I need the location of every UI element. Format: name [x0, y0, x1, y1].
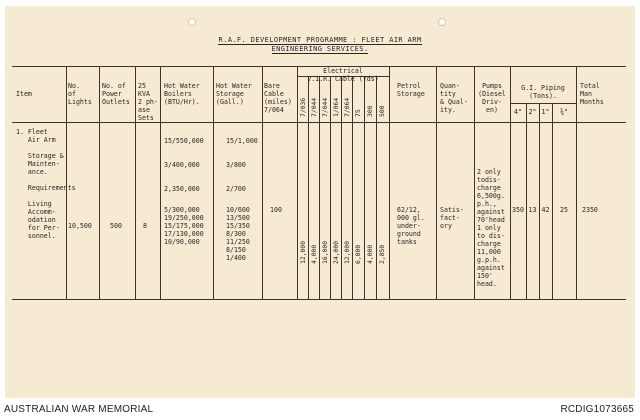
cell-pumps: 2 only todis- charge 6,500g. p.h., against 70'head 1 only to dis- charge 11,000 g.p.h. against 150' head. [477, 168, 505, 288]
footer-source: AUSTRALIAN WAR MEMORIAL [4, 404, 154, 415]
col-header-vir-cable: V.I.R. Cable (Yds) [307, 75, 379, 83]
gi-size-header: ¾" [560, 108, 568, 116]
document-subtitle: ENGINEERING SERVICES. [271, 45, 369, 53]
col-header-outlets: No. of Power Outlets [102, 82, 130, 106]
vir-cable-value: 4,000 [366, 244, 374, 264]
col-header-gi-piping: G.I. Piping (Tons). [521, 84, 565, 100]
vir-cable-value: 2,850 [378, 244, 386, 264]
vir-cable-value: 24,000 [332, 240, 340, 264]
col-header-petrol: Petrol Storage [397, 82, 425, 98]
vir-size-header: 300 [366, 105, 374, 117]
punch-hole [438, 18, 446, 26]
col-header-boilers: Hot Water Boilers (BTU/Hr). [164, 82, 200, 106]
col-header-item: Item [16, 90, 32, 98]
row-item: 1. Fleet Air Arm Storage & Mainten- ance. Requirements Living Accomm- odation for Per- sonnel. [16, 128, 76, 240]
gi-piping-value: 350 [512, 206, 524, 214]
col-header-pumps: Pumps (Diesel Driv- en) [478, 82, 506, 114]
gi-size-header: 1" [541, 108, 550, 116]
cell-petrol: 62/12, 000 gl. under- ground tanks [397, 206, 425, 246]
vir-size-header: 7/064 [343, 97, 351, 117]
vir-size-header: 75 [354, 109, 362, 117]
vir-cable-value: 12,000 [343, 240, 351, 264]
cell-lights: 10,500 [68, 222, 92, 230]
vir-size-header: 7/036 [299, 97, 307, 117]
gi-size-header: 2" [528, 108, 537, 116]
gi-size-header: 4" [514, 108, 522, 116]
vir-cable-value: 12,000 [299, 240, 307, 264]
col-header-electrical: Electrical [323, 67, 363, 75]
footer-id: RCDIG1073665 [560, 404, 634, 415]
col-header-quantity: Quan- tity & Qual- ity. [440, 82, 468, 114]
gi-piping-value: 25 [560, 206, 568, 214]
vir-size-header: 7/044 [321, 97, 329, 117]
cell-bare-cable: 100 [270, 206, 282, 214]
cell-boilers-upper: 15/550,000 3/400,000 2,350,000 [164, 137, 204, 193]
vir-size-header: 7/044 [310, 97, 318, 117]
cell-storage-upper: 15/1,000 3/800 2/700 [226, 137, 258, 193]
document-title: R.A.F. DEVELOPMENT PROGRAMME : FLEET AIR ARM [218, 36, 422, 44]
vir-cable-value: 16,000 [321, 240, 329, 264]
col-header-storage: Hot Water Storage (Gall.) [216, 82, 252, 106]
col-header-bare-cable: Bare Cable (miles) 7/064 [264, 82, 292, 114]
cell-boilers-lower: 5/300,000 19/250,000 15/175,000 17/130,000 10/90,000 [164, 206, 204, 246]
punch-hole [188, 18, 196, 26]
col-header-kva: 25 KVA 2 ph- ase Sets [138, 82, 158, 122]
cell-kva: 8 [143, 222, 147, 230]
vir-cable-value: 6,000 [354, 244, 362, 264]
cell-outlets: 500 [110, 222, 122, 230]
col-header-lights: No. of Lights [68, 82, 92, 106]
vir-cable-value: 4,000 [310, 244, 318, 264]
cell-storage-lower: 10/600 13/500 15/350 8/300 11/250 8/150 1/400 [226, 206, 250, 262]
vir-size-header: 500 [378, 105, 386, 117]
gi-piping-value: 42 [541, 206, 550, 214]
col-header-man-months: Total Man Months [580, 82, 604, 106]
cell-quantity: Satis- fact- ory [440, 206, 464, 230]
gi-piping-value: 13 [528, 206, 537, 214]
cell-man-months: 2350 [582, 206, 598, 214]
vir-size-header: 1/064 [332, 97, 340, 117]
